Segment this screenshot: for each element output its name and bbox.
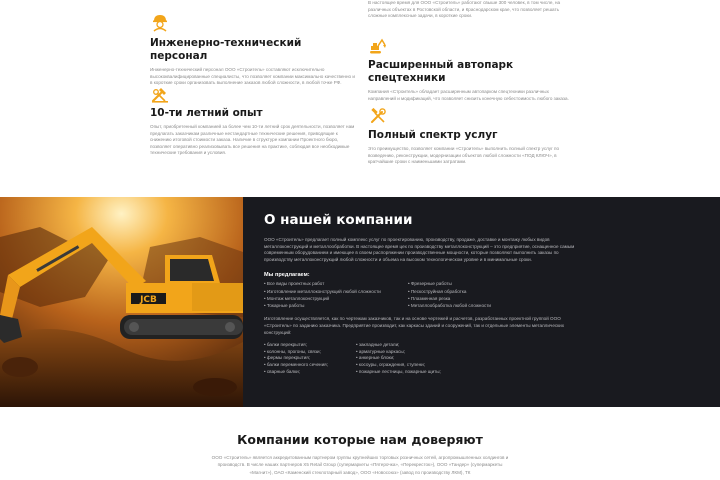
- partners-section: [0, 407, 720, 480]
- list-item: • Все виды проектных работ: [264, 281, 325, 287]
- jcb-brand: JCB: [140, 295, 157, 305]
- feature-text: Опыт, приобретенный компанией за более чем 10-ти летний срок деятельности, позволяет нам предлагать заказчикам различные нестандартные технические решения, приводящие к снижению итоговой стоимости заказа. Наличие в структуре компании Проектного бюро, позволяет оперативно реализовывать все решения на практике, соблюдая все необходимые технические требования и условия.: [150, 124, 355, 156]
- list-item: • Токарные работы: [264, 303, 305, 309]
- feature-engineering: [150, 12, 355, 87]
- list-item: • косоуры, ограждения, ступени;: [356, 361, 425, 367]
- list-item: • анкерные блоки;: [356, 355, 395, 361]
- elements-column-left: [264, 342, 328, 375]
- advantages-section: [0, 0, 720, 197]
- production-text: Изготовление осуществляется, как по чертежам заказчиков, так и на основе чертежей и расчетов, разработанных проектной группой ООО «Строитель» по заданию заказчика. Предприятие производит, как каркасы зданий и сооружений, так и отдельные элементы металлических конструкций:: [264, 316, 565, 335]
- partners-text: ООО «Строитель» является аккредитованным партнером группы крупнейших торговых розничных сетей, агропромышленных холдингов и производств. В числе наших партнеров X5 Retail Group (супермаркеты «Пятерочка», «Перекресток»), ООО «Тандер» (супермаркеты «Магнит»), ОАО «Каменский стеклотарный завод», ООО «Новосоюз» (завод по производству ЛКМ), ТК: [211, 455, 509, 475]
- list-item: • закладные детали;: [356, 342, 400, 348]
- list-item: • Фрезерные работы: [408, 281, 452, 287]
- list-item: • арматурные каркасы;: [356, 348, 405, 354]
- offer-column-right: [408, 280, 491, 309]
- feature-services: [368, 106, 573, 166]
- feature-text: Это преимущество, позволяет компании «Строитель» выполнить полный спектр услуг по возведению, реконструкции, модернизации объектов любой сложности «ПОД КЛЮЧ», в кратчайшие сроки с наименьшими затратами.: [368, 146, 560, 165]
- feature-staff: [368, 0, 573, 20]
- excavator-icon: [368, 36, 388, 56]
- excavator-photo: [0, 197, 243, 407]
- partners-title: Компании которые нам доверяют: [237, 432, 483, 447]
- list-item: • Плазменная резка: [408, 295, 451, 301]
- offer-list: [264, 280, 584, 312]
- list-item: • пожарные лестницы, пожарные щиты;: [356, 368, 441, 374]
- about-intro: ООО «Строитель» предлагает полный комплекс услуг по проектированию, производству, продаже, доставке и монтажу любых видов металлоконструкций и металлообработки. В настоящее время цех по производству металлоконструкций – это предприятие, оснащенное самым современным оборудованием и имеющее в своем распоряжении производственные мощности, которые позволяют выполнить заказы по производству металлоконструкций любой сложности и объема на высоком технологическом уровне и в минимальные сроки.: [264, 237, 575, 262]
- feature-text: Инженерно-технический персонал ООО «Строитель» составляют исключительно высококвалифицированные специалисты, что позволяет компании максимально качественно и в короткие сроки организовать выполнение заказов любой сложности, в любой точке РФ.: [150, 67, 355, 86]
- about-content: [264, 211, 584, 382]
- elements-column-right: [356, 342, 441, 375]
- about-title: О нашей компании: [264, 212, 413, 228]
- feature-fleet: [368, 36, 573, 102]
- feature-title: Инженерно-технический персонал: [150, 37, 302, 62]
- list-item: • Монтаж металлоконструкций: [264, 295, 330, 301]
- list-item: • сварные балки;: [264, 368, 300, 374]
- engineer-icon: [150, 12, 170, 32]
- list-item: • балки перекрытия;: [264, 342, 307, 348]
- list-item: • Пескоструйная обработка: [408, 288, 467, 294]
- list-item: • Изготовление металлоконструкций любой сложности: [264, 288, 381, 294]
- list-item: • колонны, прогоны, связи;: [264, 348, 321, 354]
- offer-heading: Мы предлагаем:: [264, 272, 310, 279]
- tools-icon: [150, 84, 170, 104]
- feature-title: Расширенный автопарк спецтехники: [368, 59, 514, 84]
- feature-title: Полный спектр услуг: [368, 129, 498, 141]
- feature-text: Компания «Строитель» обладает расширенным автопарком спецтехники различных направлений и модификаций, что позволяет снизить конечную себестоимость любого заказа.: [368, 89, 569, 101]
- feature-title: 10-ти летний опыт: [150, 107, 263, 119]
- feature-experience: [150, 84, 355, 157]
- offer-column-left: [264, 280, 381, 309]
- wrench-hammer-icon: [368, 106, 388, 126]
- elements-list: [264, 342, 584, 382]
- list-item: • фермы перекрытия;: [264, 355, 310, 361]
- list-item: • балки переменного сечения;: [264, 361, 328, 367]
- feature-text: В настоящее время для ООО «Строитель» работают свыше 300 человек, в том числе, на различных объектах в Ростовской области, и Краснодарском крае, что позволяет решать сложные комплексные задачи, в короткие сроки.: [368, 0, 561, 19]
- list-item: • Металлообработка любой сложности: [408, 303, 491, 309]
- about-section: [0, 197, 720, 407]
